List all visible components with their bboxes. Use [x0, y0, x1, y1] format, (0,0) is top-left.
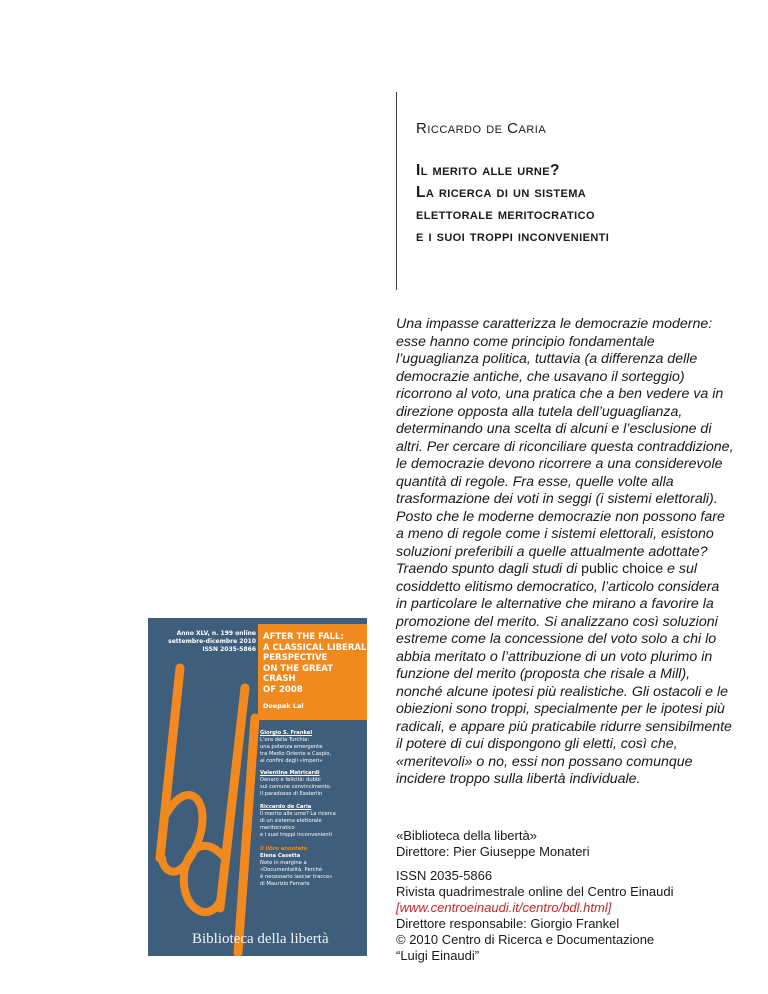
journal-description: Rivista quadrimestrale online del Centro Einaudi: [396, 884, 674, 899]
publication-info: [396, 868, 673, 964]
cover-entry-line: una potenza emergente: [260, 744, 323, 750]
abstract-text: Una impasse caratterizza le democrazie moderne: esse hanno come principio fondamentale l’uguaglianza politica, tuttavia (a differenza delle democrazie antiche, che usavano il sorteggio) ricorrono al voto, una pratica che a ben vedere va in direzione opposta alla tutela dell’uguaglianza, determinando una scelta di alcuni e l’esclusione di altri. Per cercare di riconciliare questa contraddizione, le democrazie devono ricorrere a una considerevole quantità di regole. Fra esse, quelle volte alla trasformazione dei voti in seggi (i sistemi elettorali). Posto che le moderne democrazie non possono fare a meno di regole come i sistemi elettorali, esistono soluzioni preferibili a quelle attualmente adottate? Traendo spunto dagli studi di: [396, 316, 734, 577]
feature-title-line: ON THE GREAT CRASH: [263, 663, 334, 684]
cover-entry-line: e i suoi troppi inconvenienti: [260, 832, 333, 838]
cover-entry-line: è necessario lasciar tracce»: [260, 874, 333, 880]
series-info: [396, 828, 590, 860]
cover-entry-line: tra Medio Oriente e Caspio,: [260, 751, 332, 757]
cover-entry-line: di un sistema elettorale: [260, 818, 322, 824]
cover-entry-line: Il paradosso di Easterlin: [260, 791, 323, 797]
cover-entry-line: «Documentalità. Perché: [260, 867, 323, 873]
feature-title-line: PERSPECTIVE: [263, 653, 328, 663]
cover-entry: [260, 730, 365, 765]
title-line: La ricerca di un sistema: [416, 184, 587, 201]
cover-entry: [260, 804, 365, 839]
feature-title-line: AFTER THE FALL:: [263, 632, 344, 642]
cover-entry-author: Elena Casetta: [260, 853, 301, 859]
cover-entry-line: di Maurizio Ferraris: [260, 881, 310, 887]
cover-entry-line: ai confini degli «imperi»: [260, 758, 323, 764]
cover-issue-number: Anno XLV, n. 199 online: [176, 630, 256, 637]
cover-issn: ISSN 2035-5866: [202, 646, 256, 653]
cover-feature-author: Deepak Lal: [263, 702, 304, 710]
copyright: © 2010 Centro di Ricerca e Documentazione: [396, 932, 655, 947]
cover-feature-title: [263, 632, 367, 695]
title-line: Il merito alle urne?: [416, 162, 560, 179]
cover-entry-author: Riccardo de Caria: [260, 804, 312, 810]
cover-entry-line: meritocratico: [260, 825, 295, 831]
cover-issue-meta: [156, 630, 256, 654]
cover-entry-line: Note in margine a: [260, 860, 307, 866]
journal-cover: [148, 618, 367, 956]
article-abstract: [396, 316, 734, 789]
series-name: «Biblioteca della libertà»: [396, 828, 537, 843]
cover-journal-name: Biblioteca della libertà: [192, 931, 329, 947]
cover-entry: [260, 770, 365, 798]
cover-entry-line: Il merito alle urne? La ricerca: [260, 811, 336, 817]
editor: Direttore responsabile: Giorgio Frankel: [396, 916, 620, 931]
cover-entry-line: Denaro e felicità: dubbi: [260, 777, 321, 783]
cover-entry-author: Giorgio S. Frankel: [260, 730, 313, 736]
article-title: [416, 160, 609, 248]
cover-entry-line: L’ora della Turchia:: [260, 737, 310, 743]
series-director: Direttore: Pier Giuseppe Monateri: [396, 844, 590, 859]
copyright-holder: “Luigi Einaudi”: [396, 948, 480, 963]
bdl-logo: [150, 658, 260, 956]
cover-entry-line: sul comune convincimento.: [260, 784, 332, 790]
cover-issue-date: settembre-dicembre 2010: [168, 638, 256, 645]
abstract-term: public choice: [581, 561, 664, 577]
article-author: Riccardo de Caria: [416, 120, 547, 137]
vertical-rule: [396, 92, 397, 290]
feature-title-line: OF 2008: [263, 684, 303, 695]
title-line: elettorale meritocratico: [416, 206, 595, 223]
title-line: e i suoi troppi inconvenienti: [416, 228, 610, 245]
journal-url-link[interactable]: [www.centroeinaudi.it/centro/bdl.html]: [396, 900, 612, 915]
cover-annotated-entry: [260, 846, 365, 888]
cover-section-label: Il libro annotato: [260, 846, 308, 852]
feature-title-line: A CLASSICAL LIBERAL: [263, 642, 367, 653]
issn: ISSN 2035-5866: [396, 868, 493, 883]
cover-entry-author: Valentina Matricardi: [260, 770, 320, 776]
abstract-text: e sul cosiddetto elitismo democratico, l’articolo considera in particolare le alternative che mirano a favorire la promozione del merito. Si analizzano così soluzioni estreme come la concessione del voto solo a chi lo abbia meritato o l’attribuzione di un voto plurimo in funzione del merito (proposta che risale a Mill), nonché alcune ipotesi più realistiche. Gli ostacoli e le obiezioni sono troppi, specialmente per le ipotesi più radicali, e appare più praticabile ridurre sensibilmente il potere di cui dispongono gli eletti, così che, «meritevoli» o no, essi non possano comunque incidere troppo sulla libertà individuale.: [396, 561, 732, 787]
cover-feature-box: [258, 624, 367, 720]
